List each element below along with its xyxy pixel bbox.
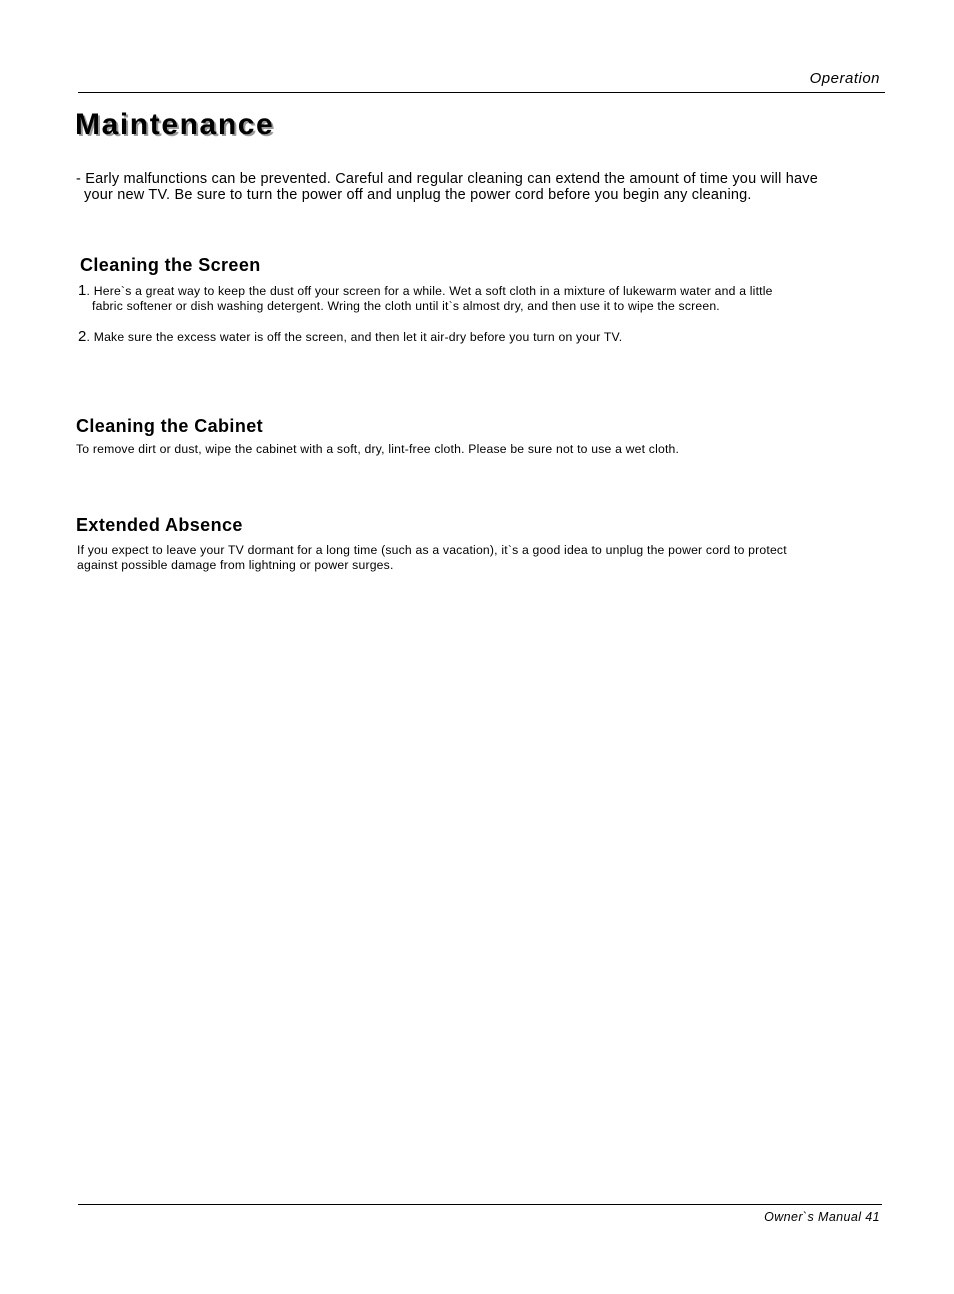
intro-line-1: - Early malfunctions can be prevented. Careful and regular cleaning can extend the amount of time you will have [76,171,818,187]
absence-line-1: If you expect to leave your TV dormant for a long time (such as a vacation), it`s a good idea to unplug the power cord to protect [77,543,787,557]
header-rule [78,92,885,93]
absence-paragraph [77,543,877,573]
item-number: 1 [78,282,87,299]
absence-line-2: against possible damage from lightning or power surges. [77,558,394,572]
item-text-line-1: . Make sure the excess water is off the screen, and then let it air-dry before you turn on your TV. [86,330,623,344]
item-text-line-2: fabric softener or dish washing detergent. Wring the cloth until it`s almost dry, and then use it to wipe the screen. [92,299,720,313]
heading-cleaning-cabinet: Cleaning the Cabinet [76,416,264,436]
item-number: 2 [78,328,87,345]
intro-paragraph [76,171,866,203]
page-footer: Owner`s Manual 41 [764,1210,880,1224]
intro-line-2: your new TV. Be sure to turn the power off and unplug the power cord before you begin any cleaning. [84,187,752,203]
item-text-line-1: . Here`s a great way to keep the dust off your screen for a while. Wet a soft cloth in a mixture of lukewarm water and a little [86,284,773,298]
section-label: Operation [809,70,880,87]
screen-item-1 [78,283,878,314]
screen-item-2 [78,329,878,345]
footer-rule [78,1204,882,1205]
heading-cleaning-screen: Cleaning the Screen [80,255,261,275]
page-title: Maintenance [75,108,275,141]
cabinet-text: To remove dirt or dust, wipe the cabinet with a soft, dry, lint-free cloth. Please be sure not to use a wet cloth. [76,442,680,456]
heading-extended-absence: Extended Absence [76,515,243,535]
